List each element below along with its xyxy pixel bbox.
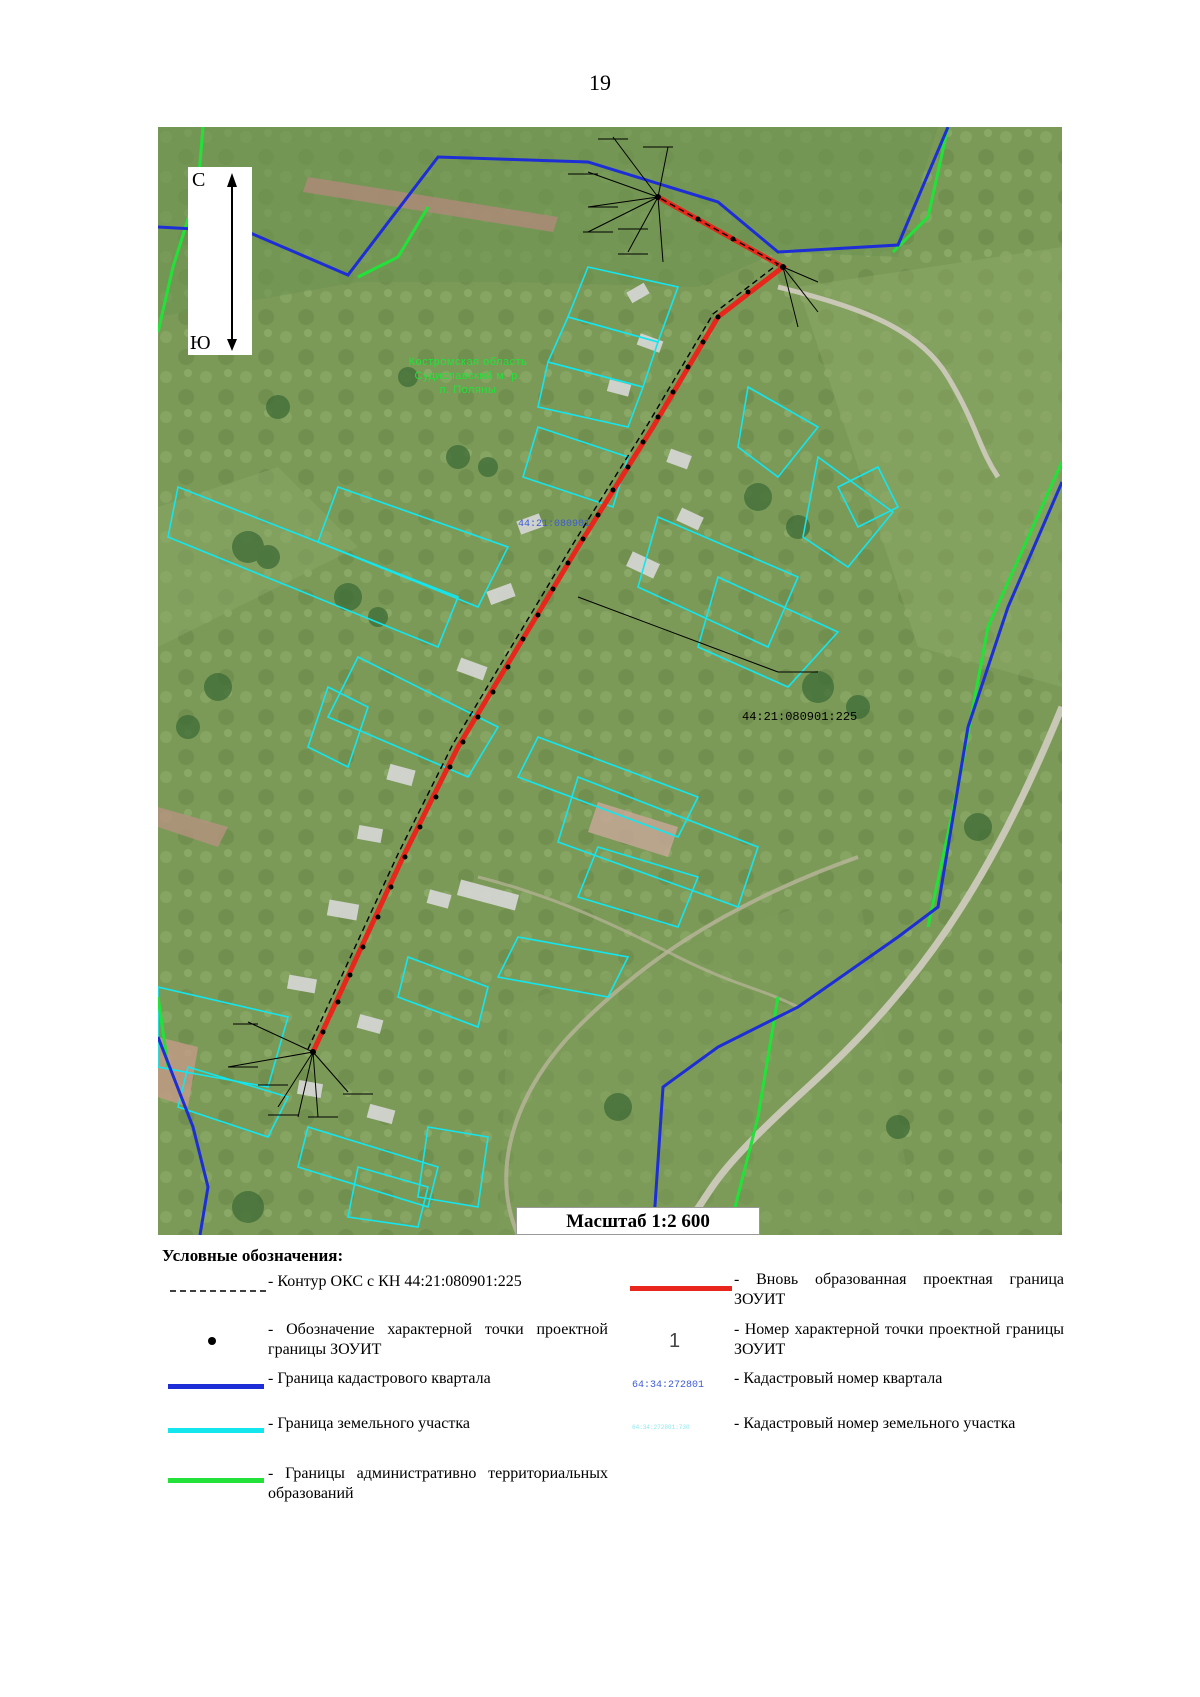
legend-oks-contour: - Контур ОКС с КН 44:21:080901:225 [268, 1273, 522, 1290]
object-cadastral-number: 44:21:080901:225 [742, 710, 858, 724]
region-line-1: Костромская область [408, 356, 528, 368]
region-line-2: Судиславский м. р. [414, 370, 522, 382]
point-marker-icon [205, 1334, 219, 1348]
admin-boundary-symbol [168, 1478, 264, 1483]
oks-contour-symbol [168, 1286, 268, 1296]
quarter-code-sample: 64:34:272801 [632, 1380, 705, 1391]
arrow-icon [188, 167, 252, 355]
parcel-boundary-symbol [168, 1428, 264, 1433]
quarter-boundary-symbol [168, 1384, 264, 1389]
legend-parcel-boundary: - Граница земельного участка [268, 1415, 470, 1432]
point-number-sample: 1 [669, 1330, 681, 1352]
map-canvas [158, 127, 1062, 1235]
north-arrow [188, 167, 252, 355]
legend-zouit-boundary: - Вновь образованная проектная граница ЗОУИТ [734, 1271, 1064, 1308]
legend-point-number: - Номер характерной точки проектной границы ЗОУИТ [734, 1321, 1064, 1358]
legend-quarter-boundary: - Граница кадастрового квартала [268, 1370, 491, 1387]
map[interactable] [158, 127, 1062, 1235]
legend-quarter-number: - Кадастровый номер квартала [734, 1370, 943, 1387]
scale-label: Масштаб 1:2 600 [516, 1207, 760, 1235]
parcel-code-sample: 64:34:272801:730 [632, 1424, 690, 1431]
zouit-boundary-symbol [630, 1286, 732, 1291]
legend-parcel-number: - Кадастровый номер земельного участка [734, 1415, 1016, 1432]
legend-title: Условные обозначения: [162, 1246, 344, 1265]
region-line-3: п. Поляны [439, 384, 497, 396]
legend-admin-boundary: - Границы административно территориальных образований [268, 1465, 608, 1502]
quarter-number-label: 44:21:080901 [518, 519, 591, 530]
region-label [388, 355, 548, 397]
page-number: 19 [589, 70, 611, 95]
north-label: С [192, 169, 206, 191]
south-label: Ю [190, 332, 211, 354]
legend-point-marker: - Обозначение характерной точки проектной границы ЗОУИТ [268, 1321, 608, 1358]
